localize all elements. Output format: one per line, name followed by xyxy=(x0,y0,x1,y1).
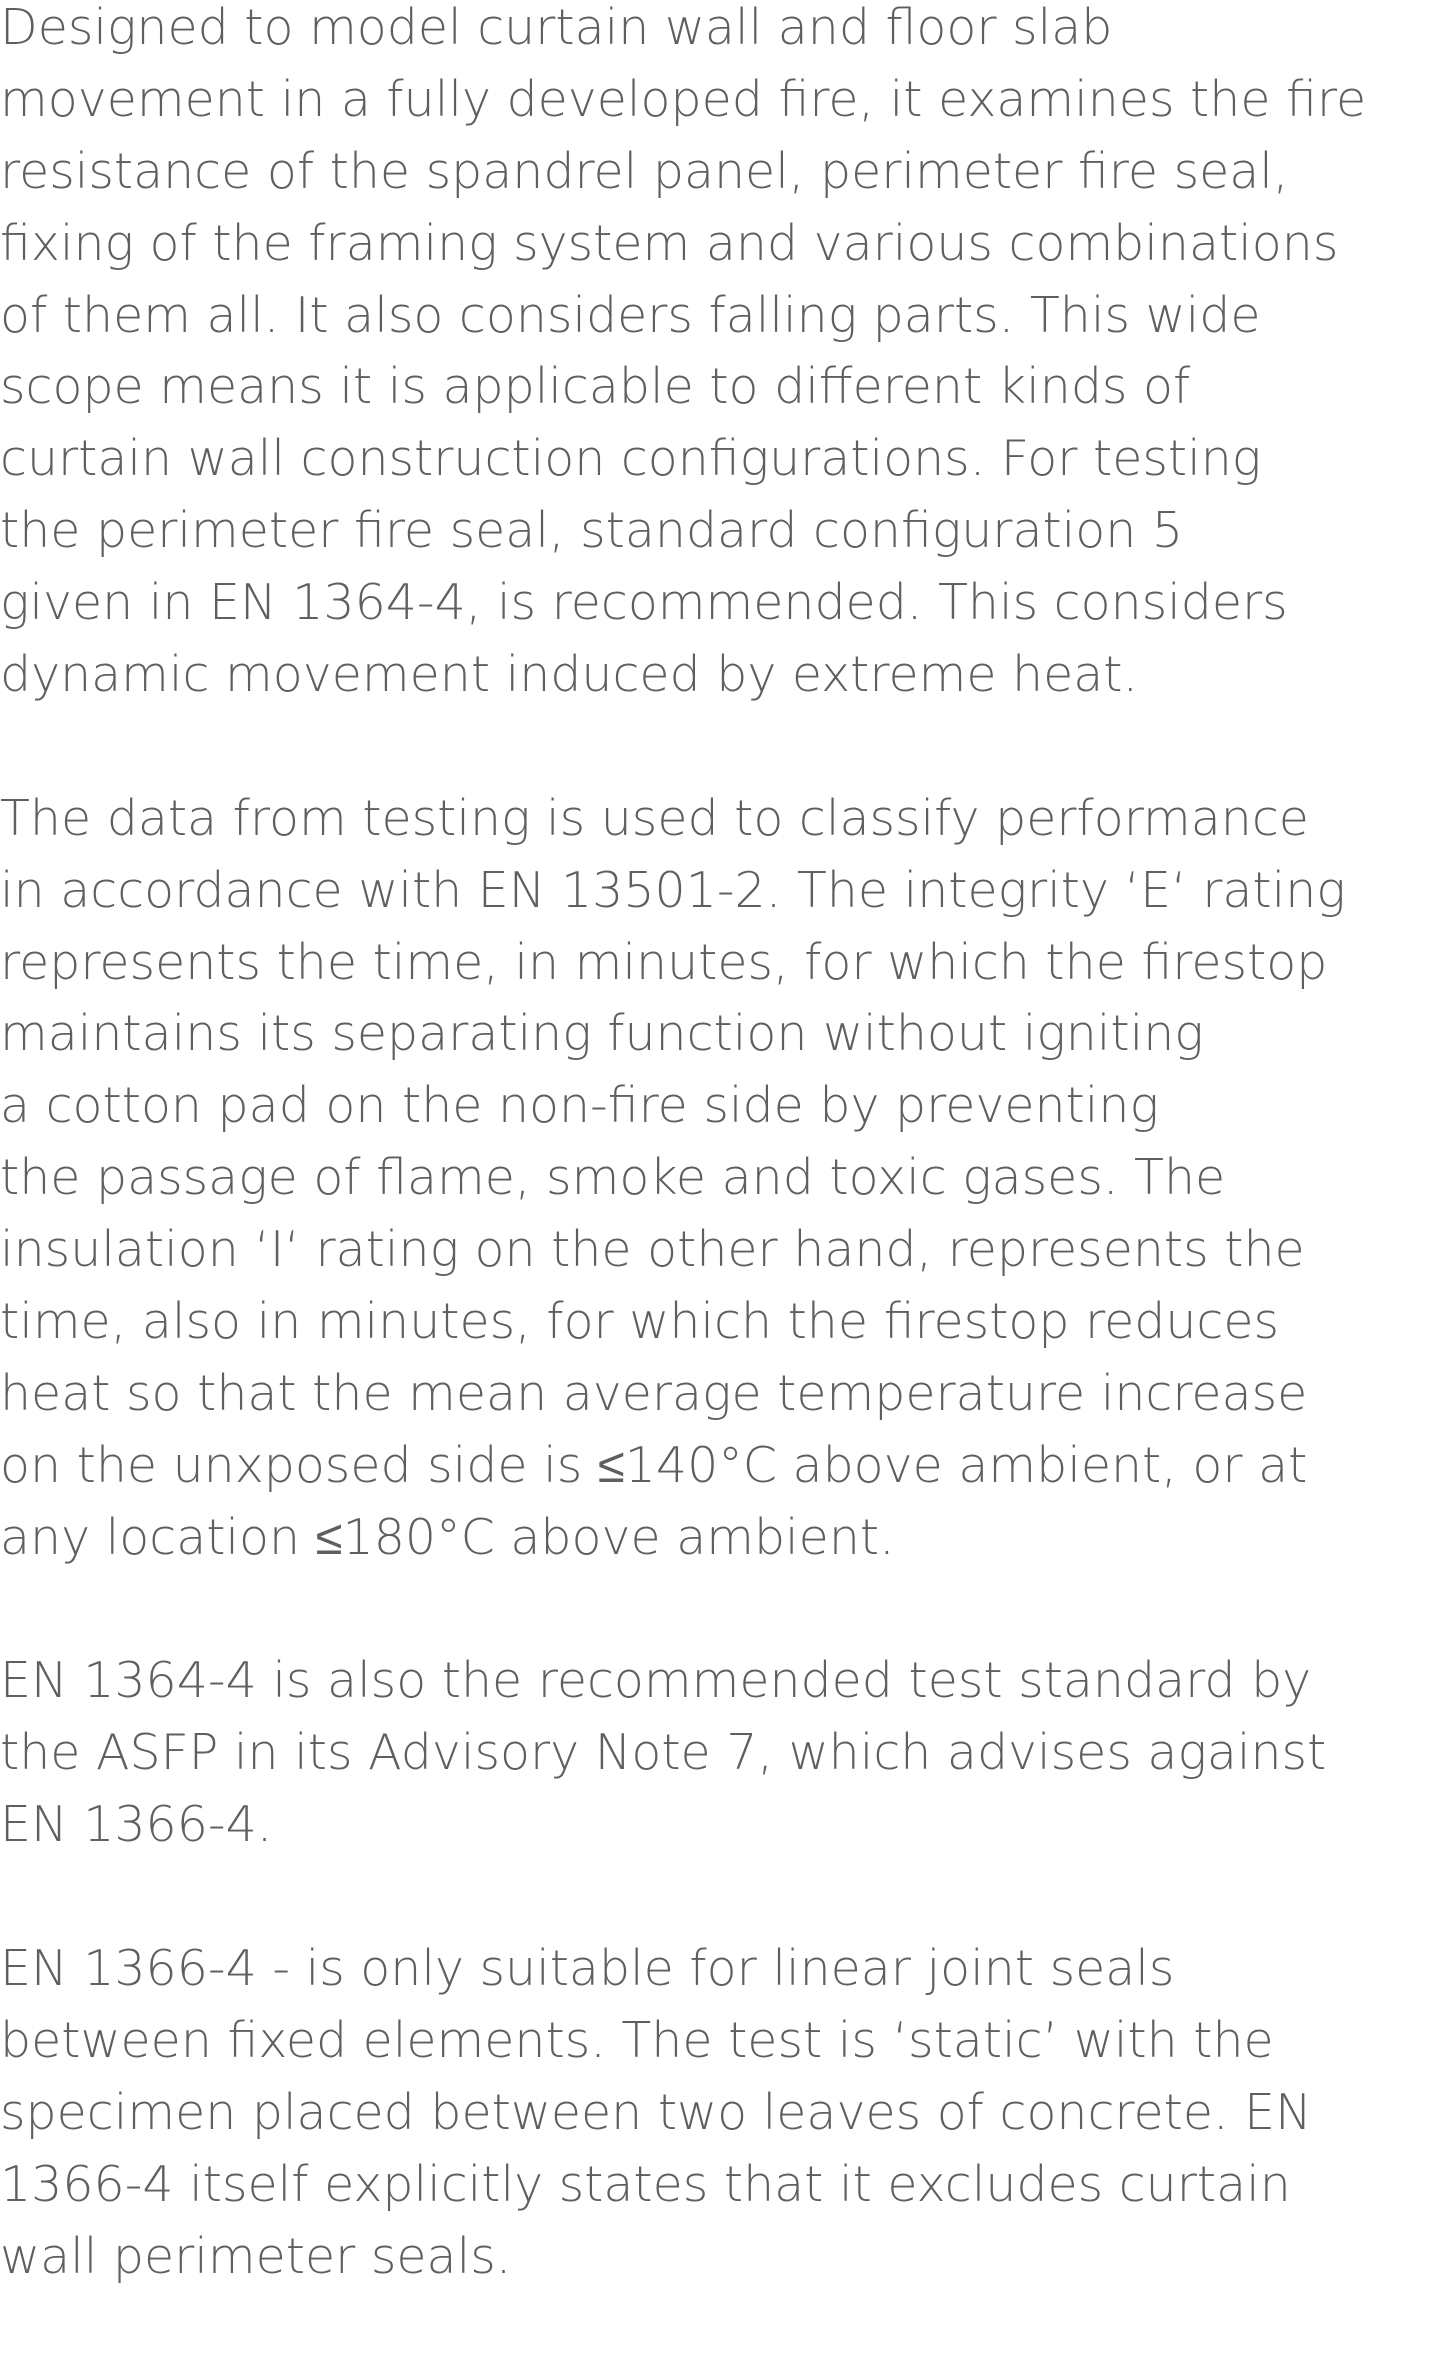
text-line: time, also in minutes, for which the firestop reduces xyxy=(0,1293,1280,1351)
text-line: Designed to model curtain wall and floor slab xyxy=(0,0,1113,56)
text-line: wall perimeter seals. xyxy=(0,2227,512,2285)
text-line: dynamic movement induced by extreme heat. xyxy=(0,646,1139,704)
text-line: a cotton pad on the non-fire side by preventing xyxy=(0,1077,1159,1135)
text-line: fixing of the framing system and various combinations xyxy=(0,214,1339,272)
text-line: resistance of the spandrel panel, perimeter fire seal, xyxy=(0,142,1289,200)
text-line: the passage of flame, smoke and toxic gases. The xyxy=(0,1149,1226,1207)
text-line: between fixed elements. The test is ‘static’ with the xyxy=(0,2011,1274,2069)
text-line: any location ≤180°C above ambient. xyxy=(0,1508,895,1566)
text-line: maintains its separating function without igniting xyxy=(0,1005,1204,1063)
paragraph-test-scope xyxy=(0,0,1440,711)
text-line: 1366-4 itself explicitly states that it excludes curtain xyxy=(0,2155,1291,2213)
text-line: EN 1366-4. xyxy=(0,1796,273,1854)
text-line: EN 1364-4 is also the recommended test standard by xyxy=(0,1652,1312,1710)
text-line: The data from testing is used to classify performance xyxy=(0,789,1309,847)
text-line: the perimeter fire seal, standard configuration 5 xyxy=(0,502,1184,560)
text-line: EN 1366-4 - is only suitable for linear joint seals xyxy=(0,1940,1175,1998)
text-line: specimen placed between two leaves of concrete. EN xyxy=(0,2083,1312,2141)
text-line: heat so that the mean average temperature increase xyxy=(0,1364,1308,1422)
text-line: of them all. It also considers falling parts. This wide xyxy=(0,286,1261,344)
text-line: on the unxposed side is ≤140°C above ambient, or at xyxy=(0,1436,1308,1494)
text-line: movement in a fully developed fire, it examines the fire xyxy=(0,70,1367,128)
text-line: in accordance with EN 13501-2. The integrity ‘E‘ rating xyxy=(0,861,1346,919)
text-line: represents the time, in minutes, for which the firestop xyxy=(0,933,1328,991)
text-line: curtain wall construction configurations. For testing xyxy=(0,430,1262,488)
text-line: insulation ‘I‘ rating on the other hand, represents the xyxy=(0,1221,1305,1279)
paragraph-classification xyxy=(0,783,1440,1574)
text-line: given in EN 1364-4, is recommended. This considers xyxy=(0,574,1288,632)
paragraph-asfp-recommendation xyxy=(0,1645,1440,1861)
paragraph-en1366-limitations xyxy=(0,1933,1440,2292)
text-line: scope means it is applicable to different kinds of xyxy=(0,358,1191,416)
text-line: the ASFP in its Advisory Note 7, which advises against xyxy=(0,1724,1327,1782)
